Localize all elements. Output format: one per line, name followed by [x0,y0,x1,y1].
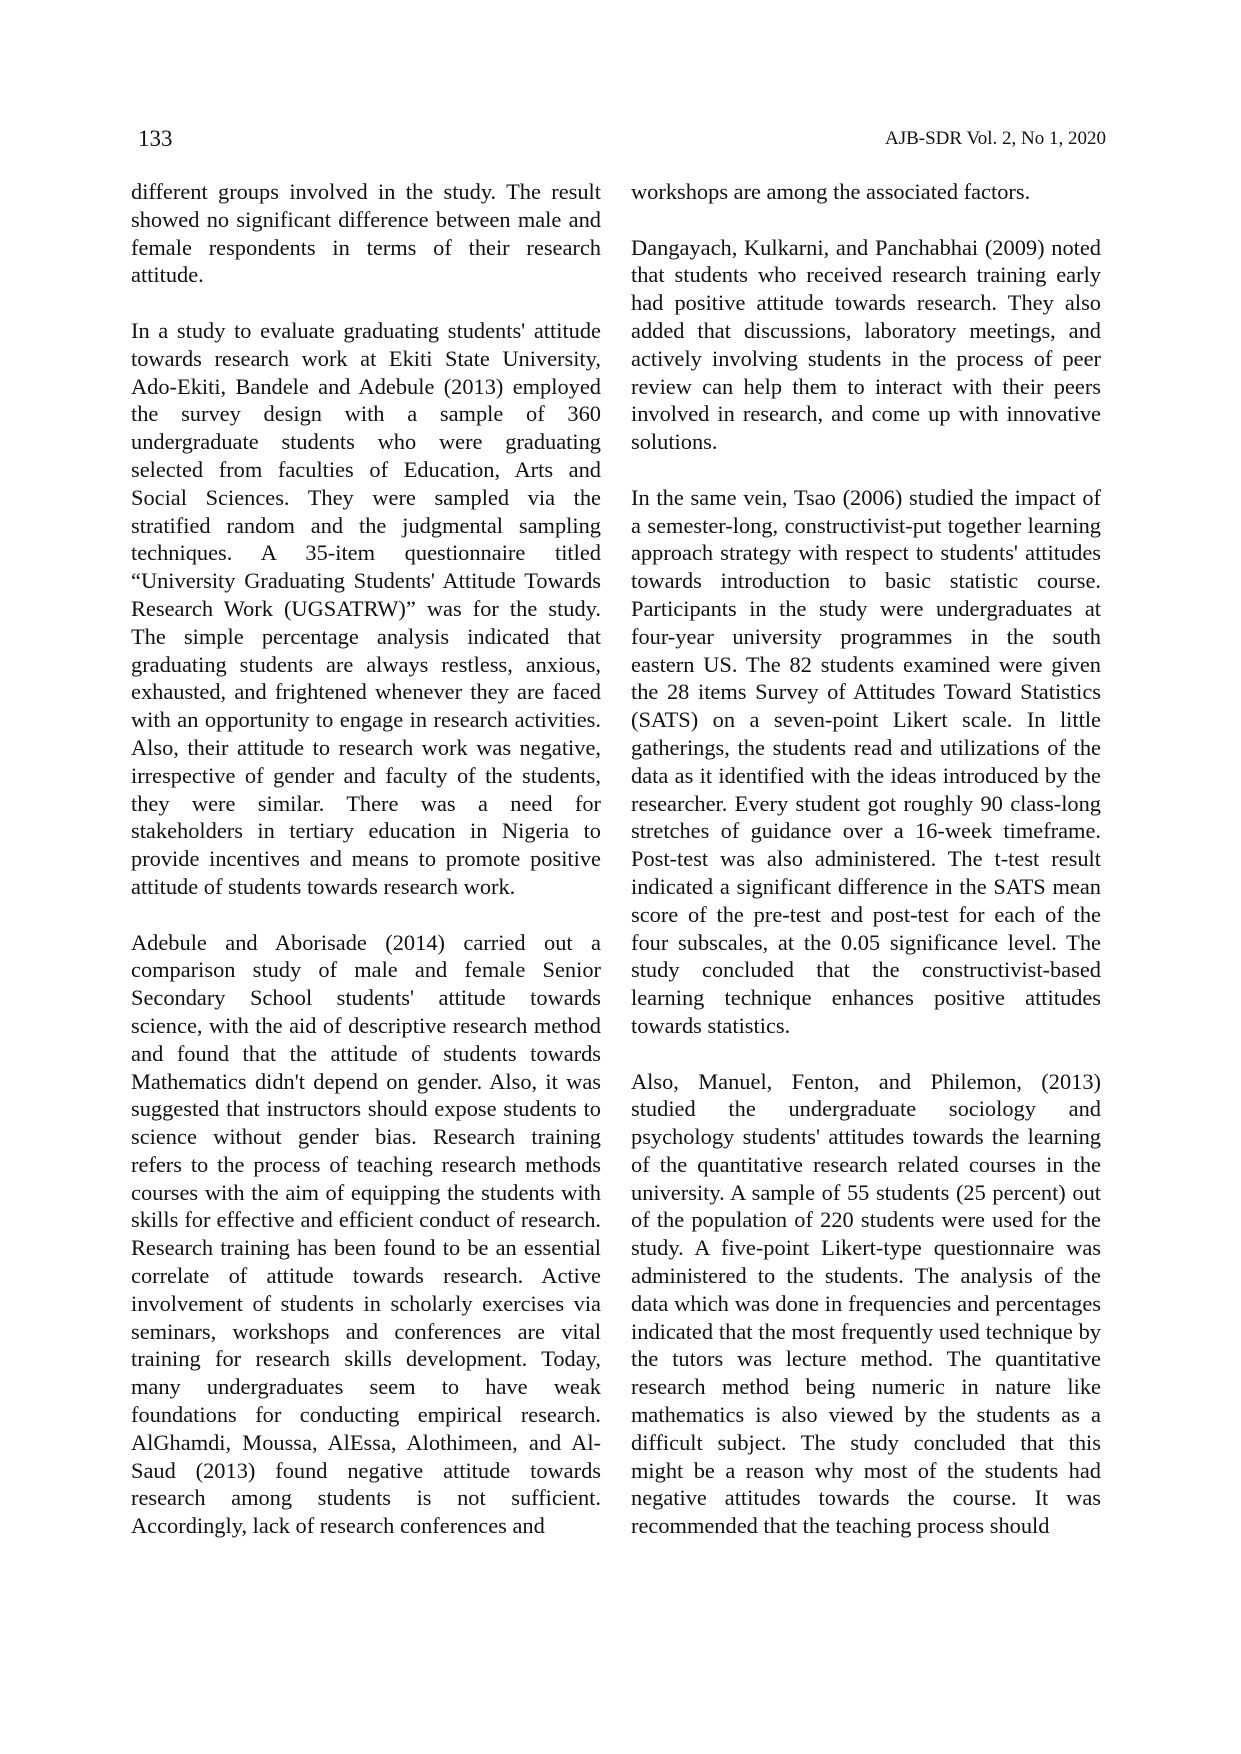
paragraph: In the same vein, Tsao (2006) studied the impact of a semester-long, constructivist-put together learning approach strategy with respect to students' attitudes towards introduction to basic statistic course. Participants in the study were undergraduates at four-year university programmes in the south eastern US. The 82 students examined were given the 28 items Survey of Attitudes Toward Statistics (SATS) on a seven-point Likert scale. In little gatherings, the students read and utilizations of the data as it identified with the ideas introduced by the researcher. Every student got roughly 90 class-long stretches of guidance over a 16-week timeframe. Post-test was also administered. The t-test result indicated a significant difference in the SATS mean score of the pre-test and post-test for each of the four subscales, at the 0.05 significance level. The study concluded that the constructivist-based learning technique enhances positive attitudes towards statistics. [631,484,1101,1038]
page-header [138,126,1106,156]
journal-info: AJB-SDR Vol. 2, No 1, 2020 [884,128,1106,149]
paragraph: Dangayach, Kulkarni, and Panchabhai (2009) noted that students who received research training early had positive attitude towards research. They also added that discussions, laboratory meetings, and actively involving students in the process of peer review can help them to interact with their peers involved in research, and come up with innovative solutions. [631,234,1101,455]
page-number: 133 [138,126,173,151]
right-column [631,178,1101,1540]
paragraph: Adebule and Aborisade (2014) carried out a comparison study of male and female Senior Secondary School students' attitude towards science, with the aid of descriptive research method and found that the attitude of students towards Mathematics didn't depend on gender. Also, it was suggested that instructors should expose students to science without gender bias. Research training refers to the process of teaching research methods courses with the aim of equipping the students with skills for effective and efficient conduct of research. Research training has been found to be an essential correlate of attitude towards research. Active involvement of students in scholarly exercises via seminars, workshops and conferences are vital training for research skills development. Today, many undergraduates seem to have weak foundations for conducting empirical research. AlGhamdi, Moussa, AlEssa, Alothimeen, and Al-Saud (2013) found negative attitude towards research among students is not sufficient. Accordingly, lack of research conferences and [131,929,601,1539]
left-column [131,178,601,1540]
paragraph: Also, Manuel, Fenton, and Philemon, (2013) studied the undergraduate sociology and psychology students' attitudes towards the learning of the quantitative research related courses in the university. A sample of 55 students (25 percent) out of the population of 220 students were used for the study. A five-point Likert-type questionnaire was administered to the students. The analysis of the data which was done in frequencies and percentages indicated that the most frequently used technique by the tutors was lecture method. The quantitative research method being numeric in nature like mathematics is also viewed by the students as a difficult subject. The study concluded that this might be a reason why most of the students had negative attitudes towards the course. It was recommended that the teaching process should [631,1068,1101,1539]
paragraph: In a study to evaluate graduating students' attitude towards research work at Ekiti State University, Ado-Ekiti, Bandele and Adebule (2013) employed the survey design with a sample of 360 undergraduate students who were graduating selected from faculties of Education, Arts and Social Sciences. They were sampled via the stratified random and the judgmental sampling techniques. A 35-item questionnaire titled “University Graduating Students' Attitude Towards Research Work (UGSATRW)” was for the study. The simple percentage analysis indicated that graduating students are always restless, anxious, exhausted, and frightened whenever they are faced with an opportunity to engage in research activities. Also, their attitude to research work was negative, irrespective of gender and faculty of the students, they were similar. There was a need for stakeholders in tertiary education in Nigeria to provide incentives and means to promote positive attitude of students towards research work. [131,317,601,899]
paragraph: workshops are among the associated factors. [631,179,1031,204]
paragraph: different groups involved in the study. The result showed no significant difference between male and female respondents in terms of their research attitude. [131,179,601,288]
